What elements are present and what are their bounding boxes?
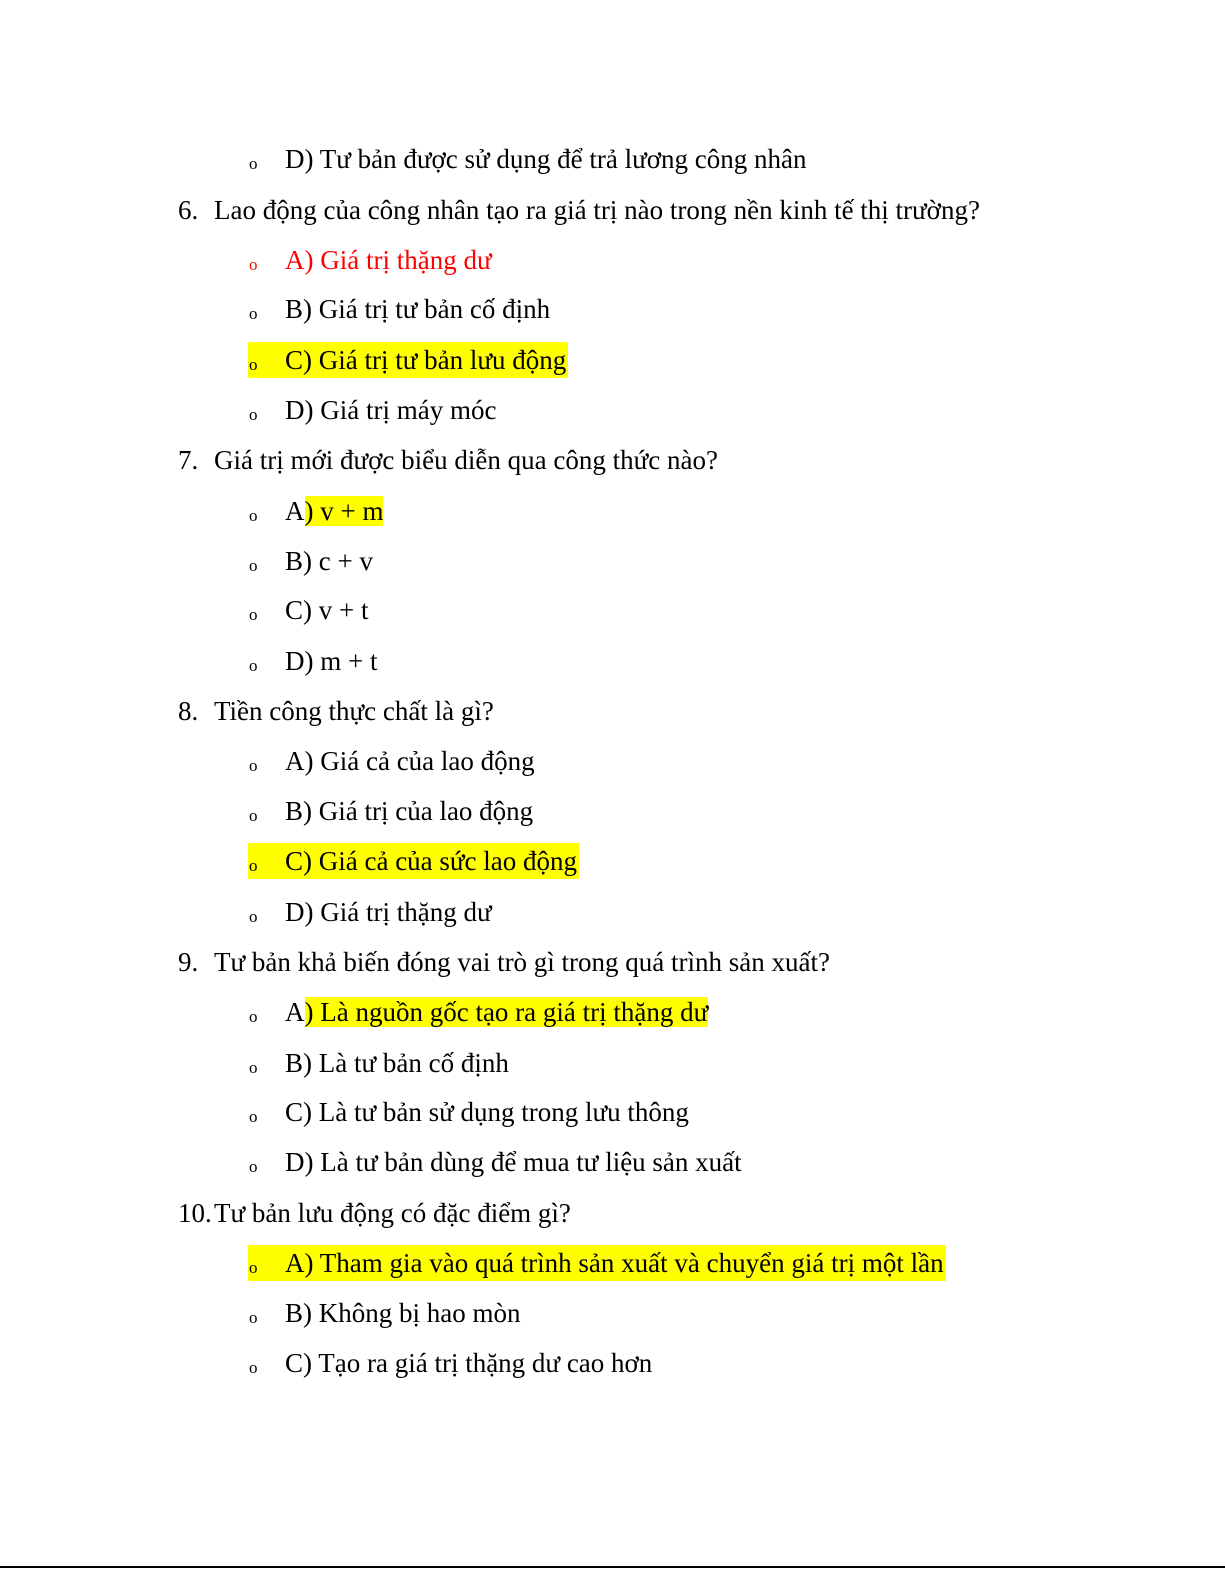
option-text: D) Tư bản được sử dụng để trả lương công nhân [285,144,807,174]
bullet-icon: o [249,1358,258,1377]
question-text: Tư bản lưu động có đặc điểm gì? [214,1198,571,1228]
option-text: B) Không bị hao mòn [285,1298,521,1328]
option-text: B) Là tư bản cố định [285,1048,509,1078]
option-line [0,392,1225,428]
bullet-icon: o [249,1107,258,1126]
option-text: B) c + v [285,546,373,576]
option-letter: A [285,997,305,1027]
bullet-icon: o [249,907,258,926]
question-text: Giá trị mới được biểu diễn qua công thức nào? [214,445,718,475]
bullet-icon: o [249,1157,258,1176]
bullet-icon: o [249,556,258,575]
option-answer: ) Là nguồn gốc tạo ra giá trị thặng dư [304,997,709,1027]
bullet-icon: o [249,1007,258,1026]
question-line [0,1195,1225,1231]
bullet-icon: o [249,1308,258,1327]
option-text [285,493,383,529]
question-number: 6. [178,195,199,225]
option-text: C) Tạo ra giá trị thặng dư cao hơn [285,1348,653,1378]
option-line [0,141,1225,177]
question-text: Lao động của công nhân tạo ra giá trị nào trong nền kinh tế thị trường? [214,195,980,225]
option-text: D) Giá trị thặng dư [285,897,492,927]
option-text: C) Giá trị tư bản lưu động [285,345,567,375]
option-line [0,793,1225,829]
option-text: C) Là tư bản sử dụng trong lưu thông [285,1097,689,1127]
option-line [0,1144,1225,1180]
option-line [0,894,1225,930]
bullet-icon: o [249,1258,258,1277]
question-text: Tiền công thực chất là gì? [214,696,494,726]
option-text: D) Là tư bản dùng để mua tư liệu sản xuất [285,1147,742,1177]
option-line [0,1345,1225,1381]
question-line [0,442,1225,478]
option-line [0,743,1225,779]
option-line [0,291,1225,327]
option-line [0,843,1225,879]
option-text: A) Giá trị thặng dư [285,245,492,275]
page-bottom-border [0,1566,1225,1568]
option-line [0,543,1225,579]
option-line [0,493,1225,529]
option-line [0,1245,1225,1281]
option-text: C) v + t [285,595,369,625]
option-answer: ) v + m [304,496,384,526]
option-line [0,1094,1225,1130]
bullet-icon: o [249,605,258,624]
bullet-icon: o [249,656,258,675]
bullet-icon: o [249,355,258,374]
option-line [0,643,1225,679]
question-number: 7. [178,445,199,475]
option-line [0,994,1225,1030]
bullet-icon: o [249,1058,258,1077]
option-line [0,242,1225,278]
option-text: B) Giá trị của lao động [285,796,534,826]
bullet-icon: o [249,506,258,525]
option-text [285,994,708,1030]
option-letter: A [285,496,305,526]
question-number: 9. [178,947,199,977]
option-line [0,1045,1225,1081]
question-number: 8. [178,696,199,726]
bullet-icon: o [249,304,258,323]
question-text: Tư bản khả biến đóng vai trò gì trong quá trình sản xuất? [214,947,830,977]
bullet-icon: o [249,255,258,274]
bullet-icon: o [249,856,258,875]
bullet-icon: o [249,806,258,825]
question-line [0,693,1225,729]
question-line [0,944,1225,980]
option-line [0,592,1225,628]
question-line [0,192,1225,228]
option-line [0,1295,1225,1331]
option-text: A) Giá cả của lao động [285,746,535,776]
option-text: D) m + t [285,646,378,676]
bullet-icon: o [249,154,258,173]
bullet-icon: o [249,756,258,775]
option-text: B) Giá trị tư bản cố định [285,294,551,324]
bullet-icon: o [249,405,258,424]
question-number: 10. [178,1198,212,1228]
option-line [0,342,1225,378]
option-text: C) Giá cả của sức lao động [285,846,578,876]
option-text: D) Giá trị máy móc [285,395,497,425]
option-text: A) Tham gia vào quá trình sản xuất và chuyển giá trị một lần [285,1248,944,1278]
